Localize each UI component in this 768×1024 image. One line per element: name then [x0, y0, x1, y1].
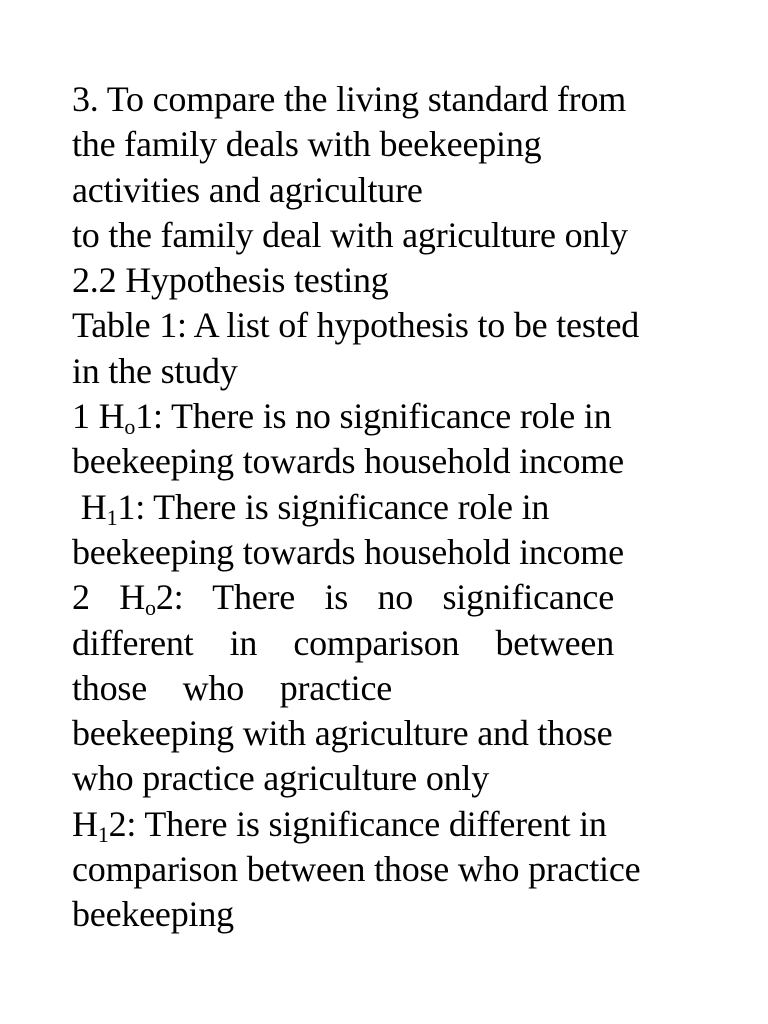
text-line: beekeeping towards household income: [72, 441, 624, 482]
text-line: beekeeping with agriculture and those: [72, 713, 613, 754]
hypothesis-text: 1: There is significance role in: [117, 486, 550, 527]
table-caption-continued: in the study: [72, 350, 238, 391]
hypothesis-prefix: 1 H: [72, 396, 125, 437]
table-caption: Table 1: A list of hypothesis to be tested: [72, 305, 640, 346]
section-heading: 2.2 Hypothesis testing: [72, 260, 389, 301]
hypothesis-h01: [72, 394, 712, 439]
hypothesis-subscript: o: [145, 595, 156, 621]
hypothesis-prefix: 2 H: [72, 577, 145, 618]
body-text: [72, 77, 712, 938]
hypothesis-text: 1: There is no significance role in: [135, 396, 612, 437]
text-line: to the family deal with agriculture only: [72, 214, 628, 255]
hypothesis-h11: [72, 485, 712, 530]
text-line: who practice agriculture only: [72, 758, 490, 799]
hypothesis-h12: [72, 802, 712, 847]
text-line: activities and agriculture: [72, 169, 423, 210]
text-line: the family deals with beekeeping: [72, 124, 542, 165]
text-line: 3. To compare the living standard from: [72, 79, 627, 119]
hypothesis-prefix: H: [72, 486, 107, 527]
hypothesis-subscript: 1: [97, 821, 109, 847]
hypothesis-text: 2: There is no significance: [155, 577, 614, 618]
text-line: comparison between those who practice: [72, 849, 641, 890]
hypothesis-h02: [72, 575, 614, 620]
hypothesis-subscript: 1: [106, 504, 118, 530]
hypothesis-subscript: o: [124, 414, 136, 440]
hypothesis-prefix: H: [72, 803, 98, 844]
text-line: those who practice: [72, 667, 392, 708]
hypothesis-text: 2: There is significance different in: [108, 803, 607, 844]
text-line: different in comparison between: [72, 622, 614, 663]
text-line: beekeeping towards household income: [72, 531, 624, 572]
text-line: beekeeping: [72, 894, 234, 935]
